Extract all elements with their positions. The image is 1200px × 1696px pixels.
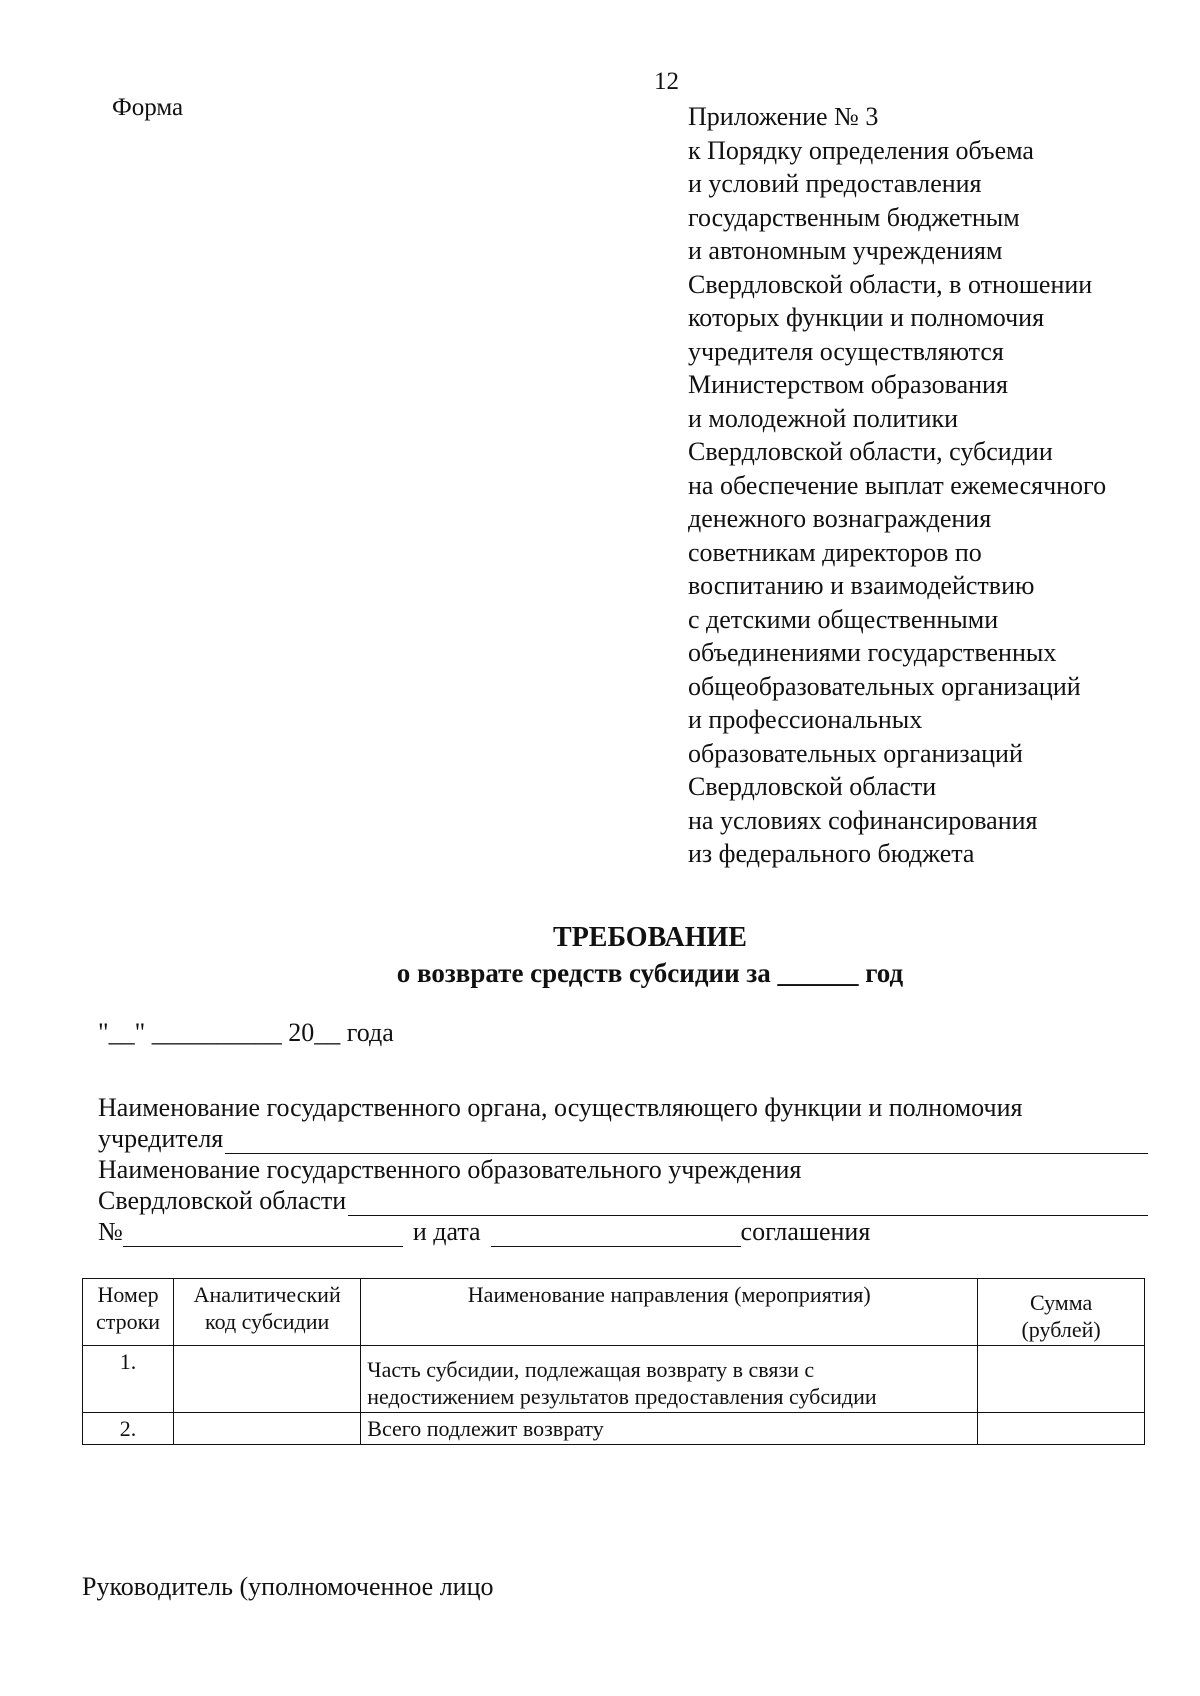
header-text: код субсидии: [205, 1309, 330, 1334]
agreement-date-blank[interactable]: [491, 1222, 741, 1247]
appendix-line: воспитанию и взаимодействию: [688, 571, 1035, 600]
date-line: "__" __________ 20__ года: [98, 1018, 394, 1047]
agreement-label: соглашения: [740, 1217, 871, 1246]
appendix-line: на условиях софинансирования: [688, 805, 1038, 835]
row-number: 1.: [83, 1346, 174, 1413]
appendix-line: учредителя осуществляются: [688, 336, 1004, 366]
row-name-text: недостижением результатов предоставления субсидии: [367, 1384, 877, 1409]
row-sum[interactable]: [978, 1413, 1145, 1445]
appendix-line: денежного вознаграждения: [688, 504, 992, 533]
header-text: Номер: [97, 1282, 159, 1307]
organ-label-line2: учредителя: [98, 1124, 224, 1153]
row-sum[interactable]: [978, 1346, 1145, 1413]
form-label: Форма: [112, 94, 184, 121]
header-text: Аналитический: [193, 1282, 341, 1307]
appendix-line: на обеспечение выплат ежемесячного: [688, 470, 1107, 500]
appendix-line: образовательных организаций: [688, 738, 1023, 768]
page-number: 12: [654, 68, 679, 95]
appendix-line: к Порядку определения объема: [688, 135, 1034, 165]
appendix-line: Приложение № 3: [688, 102, 879, 131]
appendix-line: с детскими общественными: [688, 604, 999, 634]
row-name: [361, 1413, 978, 1445]
organ-label-line1: Наименование государственного органа, осуществляющего функции и полномочия: [98, 1093, 1023, 1122]
appendix-line: Свердловской области, в отношении: [688, 269, 1093, 299]
row-name-text: Часть субсидии, подлежащая возврату в связи с: [367, 1357, 815, 1382]
organ-blank-line[interactable]: [225, 1129, 1148, 1154]
agreement-field-row: [98, 1216, 1148, 1247]
appendix-line: государственным бюджетным: [688, 202, 1020, 232]
appendix-line: и профессиональных: [688, 705, 923, 734]
institution-field-row: [98, 1185, 1148, 1216]
header-code: [174, 1279, 361, 1346]
appendix-line: и условий предоставления: [688, 169, 982, 198]
institution-blank-line[interactable]: [348, 1191, 1148, 1216]
appendix-line: и молодежной политики: [688, 403, 959, 433]
table-row: [83, 1346, 1145, 1413]
institution-label-line2: Свердловской области: [98, 1186, 347, 1215]
appendix-line: советникам директоров по: [688, 537, 982, 567]
row-name: [361, 1346, 978, 1413]
signature-label: Руководитель (уполномоченное лицо: [82, 1572, 494, 1601]
row-code[interactable]: [174, 1413, 361, 1445]
appendix-line: которых функции и полномочия: [688, 303, 1045, 332]
row-name-text: Всего подлежит возврату: [367, 1416, 604, 1441]
appendix-block: [688, 100, 1188, 871]
appendix-line: общеобразовательных организаций: [688, 671, 1081, 701]
requisites-block: [98, 1092, 1148, 1247]
header-direction: Наименование направления (мероприятия): [361, 1279, 978, 1346]
header-text: Сумма: [1029, 1290, 1093, 1315]
header-sum: [978, 1279, 1145, 1346]
header-text: строки: [95, 1309, 161, 1334]
appendix-line: Свердловской области, субсидии: [688, 437, 1053, 466]
organ-field-row: [98, 1123, 1148, 1154]
institution-label-line1: Наименование государственного образовательного учреждения: [98, 1155, 802, 1184]
table-row: [83, 1413, 1145, 1445]
document-subtitle: о возврате средств субсидии за ______ год: [396, 958, 904, 988]
demand-table: [82, 1278, 1145, 1445]
row-number: 2.: [83, 1413, 174, 1445]
date-label: и дата: [412, 1217, 481, 1246]
appendix-line: из федерального бюджета: [688, 839, 975, 868]
document-title: ТРЕБОВАНИЕ: [553, 922, 747, 953]
agreement-number-blank[interactable]: [123, 1222, 403, 1247]
header-text: (рублей): [1021, 1317, 1101, 1342]
number-label: №: [98, 1217, 123, 1246]
table-header-row: [83, 1279, 1145, 1346]
appendix-line: Министерством образования: [688, 370, 1008, 399]
appendix-line: Свердловской области: [688, 772, 937, 801]
row-code[interactable]: [174, 1346, 361, 1413]
appendix-line: объединениями государственных: [688, 638, 1057, 667]
appendix-line: и автономным учреждениям: [688, 236, 1003, 265]
header-row-number: [83, 1279, 174, 1346]
